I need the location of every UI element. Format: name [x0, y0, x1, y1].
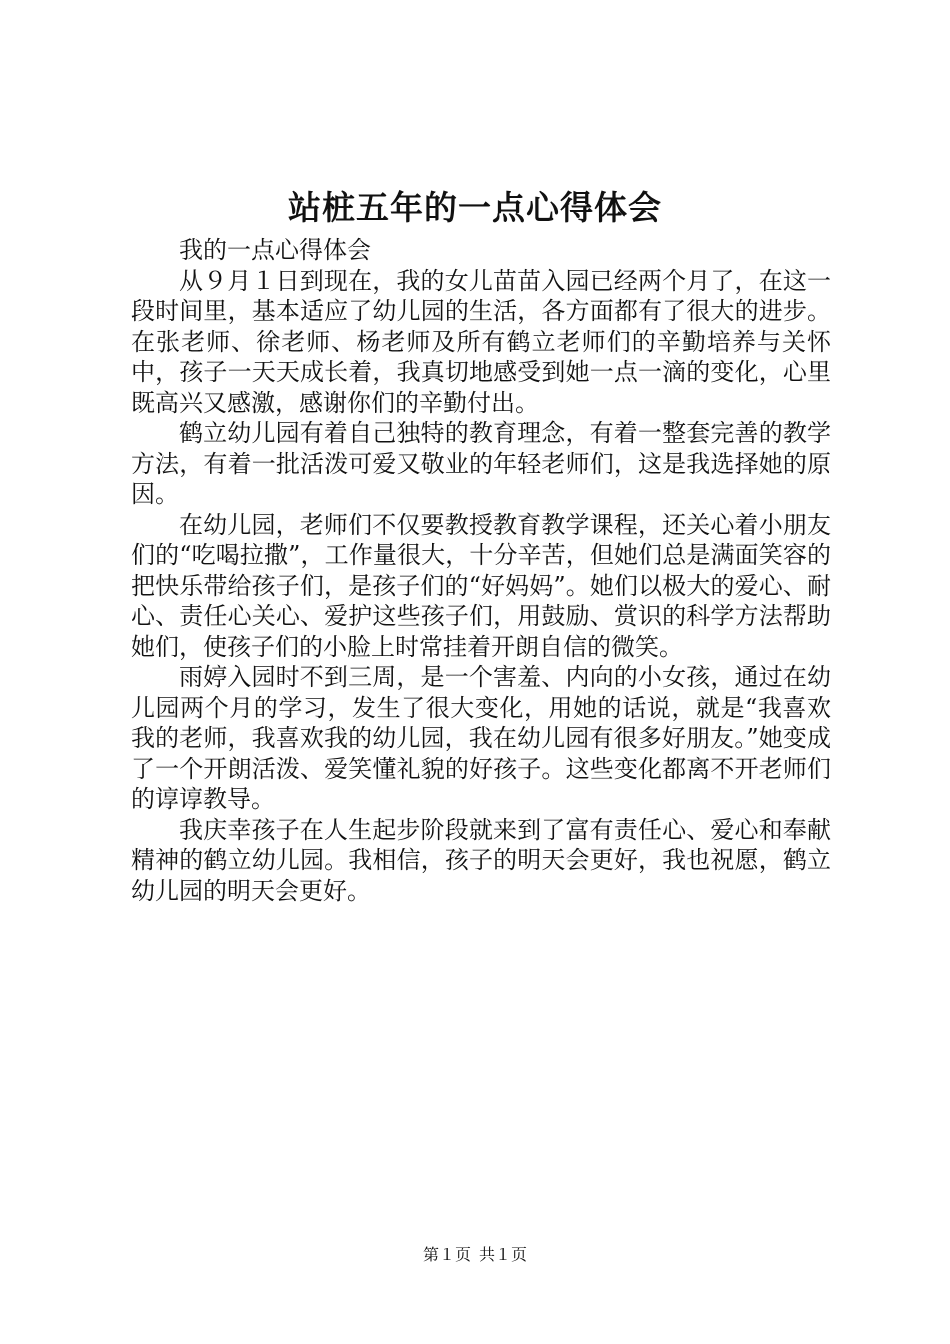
page-number: 第１页 [422, 1245, 471, 1264]
page-total: 共１页 [479, 1245, 528, 1264]
page-footer [0, 1243, 950, 1267]
paragraph: 鹤立幼儿园有着自己独特的教育理念，有着一整套完善的教学方法，有着一批活泼可爱又敬业的年轻老师们，这是我选择她的原因。 [131, 419, 831, 508]
paragraph: 在幼儿园，老师们不仅要教授教育教学课程，还关心着小朋友们的“吃喝拉撒”，工作量很大，十分辛苦，但她们总是满面笑容的把快乐带给孩子们，是孩子们的“好妈妈”。她们以极大的爱心、耐心、责任心关心、爱护这些孩子们，用鼓励、赏识的科学方法帮助她们，使孩子们的小脸上时常挂着开朗自信的微笑。 [131, 510, 831, 661]
paragraph: 雨婷入园时不到三周，是一个害羞、内向的小女孩，通过在幼儿园两个月的学习，发生了很大变化，用她的话说，就是“我喜欢我的老师，我喜欢我的幼儿园，我在幼儿园有很多好朋友。”她变成了一个开朗活泼、爱笑懂礼貌的好孩子。这些变化都离不开老师们的谆谆教导。 [131, 663, 831, 813]
paragraph: 我庆幸孩子在人生起步阶段就来到了富有责任心、爱心和奉献精神的鹤立幼儿园。我相信，孩子的明天会更好，我也祝愿，鹤立幼儿园的明天会更好。 [131, 815, 831, 905]
document-title: 站桩五年的一点心得体会 [288, 188, 662, 227]
paragraph: 从９月１日到现在，我的女儿苗苗入园已经两个月了，在这一段时间里，基本适应了幼儿园的生活，各方面都有了很大的进步。在张老师、徐老师、杨老师及所有鹤立老师们的辛勤培养与关怀中，孩子一天天成长着，我真切地感受到她一点一滴的变化，心里既高兴又感激，感谢你们的辛勤付出。 [131, 266, 831, 417]
paragraph-heading: 我的一点心得体会 [179, 236, 371, 264]
document-body [131, 235, 831, 906]
